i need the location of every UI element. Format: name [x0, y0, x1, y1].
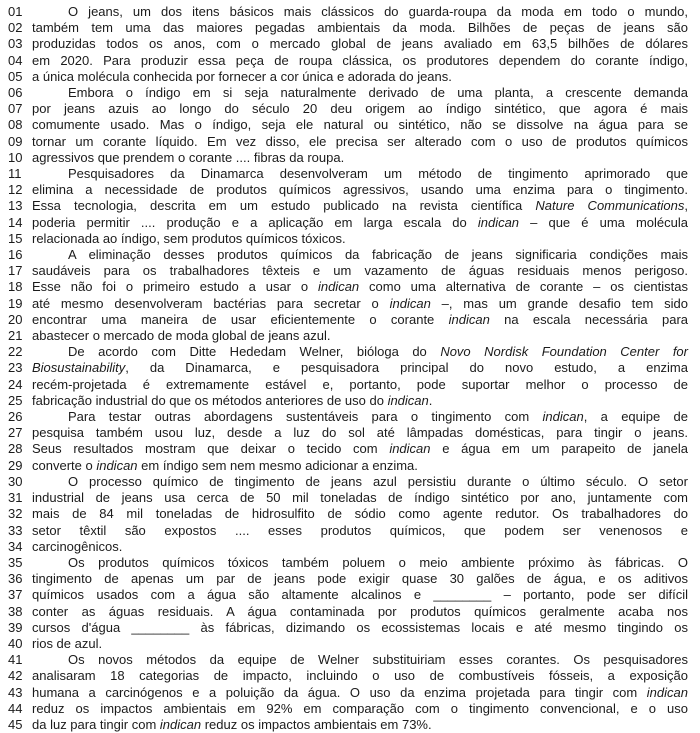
line-text: mais de 84 mil toneladas de hidrosulfito de sódio como agente redutor. Os trabalhadores do — [32, 506, 688, 522]
line-number: 21 — [8, 328, 23, 344]
line-number: 10 — [8, 149, 23, 165]
line-number: 14 — [8, 214, 23, 230]
line-number: 45 — [8, 716, 23, 732]
text-line — [8, 328, 688, 344]
line-number: 39 — [8, 619, 23, 635]
text-line — [8, 685, 688, 701]
line-text: Esse não foi o primeiro estudo a usar o indican como uma alternativa de corante – os cientistas — [32, 279, 688, 295]
line-text: poderia permitir .... produção e a aplicação em larga escala do indican – que é uma molécula — [32, 214, 689, 230]
line-number: 06 — [8, 85, 23, 101]
text-line — [8, 101, 688, 117]
text-line — [8, 620, 688, 636]
text-line — [8, 701, 688, 717]
line-number: 44 — [8, 700, 23, 716]
text-line — [8, 263, 688, 279]
text-line — [8, 117, 688, 133]
line-number: 31 — [8, 490, 23, 506]
text-line — [8, 231, 688, 247]
line-number: 11 — [8, 166, 22, 182]
line-text: da luz para tingir com indican reduz os impactos ambientais em 73%. — [32, 716, 432, 732]
text-line — [8, 490, 688, 506]
line-text: até mesmo desenvolveram bactérias para secretar o indican –, mas um grande desafio tem sido — [32, 295, 688, 311]
text-line — [8, 409, 688, 425]
text-line — [8, 344, 688, 360]
text-line — [8, 150, 688, 166]
line-text: a única molécula conhecida por fornecer a cor única e adorada do jeans. — [32, 68, 452, 84]
line-text: abastecer o mercado de moda global de jeans azul. — [32, 328, 331, 344]
line-number: 09 — [8, 133, 23, 149]
text-line — [8, 393, 688, 409]
line-number: 04 — [8, 52, 23, 68]
line-number: 41 — [8, 652, 23, 668]
line-text: químicos usados com a água são altamente alcalinos e ________ – portanto, pode ser difícil — [32, 587, 688, 603]
line-text: comumente usado. Mas o índigo, seja ele natural ou sintético, não se dissolve na água para se — [32, 117, 688, 133]
text-line — [8, 247, 688, 263]
text-line — [8, 571, 688, 587]
text-line — [8, 377, 688, 393]
line-number: 32 — [8, 506, 23, 522]
line-number: 42 — [8, 668, 23, 684]
text-line — [8, 69, 688, 85]
line-number: 22 — [8, 344, 23, 360]
text-line — [8, 604, 688, 620]
line-number: 38 — [8, 603, 23, 619]
line-text: fabricação industrial do que os métodos anteriores de uso do indican. — [32, 392, 433, 408]
line-text: carcinogênicos. — [32, 538, 123, 554]
line-number: 43 — [8, 684, 23, 700]
text-line — [8, 441, 688, 457]
text-line — [8, 523, 688, 539]
text-line — [8, 668, 688, 684]
line-number: 25 — [8, 392, 23, 408]
line-text: conter as águas residuais. A água contaminada por produtos químicos geralmente acaba nos — [32, 603, 688, 619]
text-line — [8, 652, 688, 668]
line-text: converte o indican em índigo sem nem mesmo adicionar a enzima. — [32, 457, 418, 473]
line-text: A eliminação desses produtos químicos da fabricação de jeans significaria condições mais — [68, 247, 688, 263]
line-text: tornar um corante líquido. Em vez disso, ele precisa ser alterado com o uso de produtos químicos — [32, 133, 688, 149]
text-line — [8, 166, 688, 182]
line-number: 05 — [8, 68, 23, 84]
line-text: elimina a necessidade de produtos químicos agressivos, usando uma enzima para o tingimento. — [32, 182, 688, 198]
text-line — [8, 279, 688, 295]
line-number: 17 — [8, 263, 23, 279]
text-line — [8, 425, 688, 441]
line-text: por jeans azuis ao longo do século 20 deu origem ao índigo sintético, que agora é mais — [32, 101, 688, 117]
line-number: 33 — [8, 522, 23, 538]
text-line — [8, 20, 688, 36]
line-text: Pesquisadores da Dinamarca desenvolveram um método de tingimento aprimorado que — [68, 166, 688, 182]
line-number: 19 — [8, 295, 23, 311]
line-number: 15 — [8, 230, 23, 246]
line-text: Seus resultados mostram que deixar o tecido com indican e água em um parapeito de janela — [32, 441, 689, 457]
line-text: encontrar uma maneira de usar eficientemente o corante indican na escala necessária para — [32, 311, 689, 327]
line-number: 13 — [8, 198, 23, 214]
line-number: 40 — [8, 635, 23, 651]
line-text: De acordo com Ditte Hededam Welner, bióloga do Novo Nordisk Foundation Center for — [68, 344, 688, 360]
line-text: setor têxtil são expostos .... esses produtos químicos, que podem ser venenosos e — [32, 522, 688, 538]
line-number: 23 — [8, 360, 23, 376]
line-text: Os novos métodos da equipe de Welner substituiriam esses corantes. Os pesquisadores — [68, 652, 688, 668]
line-text: industrial de jeans usa cerca de 50 mil toneladas de índigo sintético por ano, juntamente com — [32, 490, 688, 506]
text-body — [8, 4, 688, 733]
line-text: relacionada ao índigo, sem produtos químicos tóxicos. — [32, 230, 346, 246]
text-line — [8, 587, 688, 603]
text-line — [8, 506, 688, 522]
line-number: 01 — [8, 4, 23, 19]
line-number: 07 — [8, 101, 23, 117]
text-line — [8, 717, 688, 733]
line-number: 20 — [8, 311, 23, 327]
line-number: 02 — [8, 20, 23, 36]
text-line — [8, 182, 688, 198]
line-text: O jeans, um dos itens básicos mais clássicos do guarda-roupa da moda em todo o mundo, — [68, 4, 688, 19]
line-text: pesquisa também usou luz, desde a luz do sol até lâmpadas domésticas, para tingir o jeans. — [32, 425, 688, 441]
line-number: 36 — [8, 571, 23, 587]
line-text: Os produtos químicos tóxicos também poluem o meio ambiente próximo às fábricas. O — [68, 554, 688, 570]
line-number: 03 — [8, 36, 23, 52]
line-text: agressivos que prendem o corante .... fibras da roupa. — [32, 149, 345, 165]
text-line — [8, 296, 688, 312]
text-line — [8, 539, 688, 555]
text-line — [8, 312, 688, 328]
text-line — [8, 215, 688, 231]
text-line — [8, 85, 688, 101]
line-text: Essa tecnologia, descrita em um estudo publicado na revista científica Nature Communications, — [32, 198, 688, 214]
line-number: 18 — [8, 279, 23, 295]
text-line — [8, 458, 688, 474]
text-line — [8, 474, 688, 490]
text-line — [8, 134, 688, 150]
line-text: em 2020. Para produzir essa peça de roupa clássica, os produtores dependem do corante índigo, — [32, 52, 688, 68]
line-number: 28 — [8, 441, 23, 457]
line-text: saudáveis para os trabalhadores têxteis e um vazamento de águas residuais menos perigoso. — [32, 263, 688, 279]
line-number: 29 — [8, 457, 23, 473]
line-number: 37 — [8, 587, 23, 603]
line-text: humana a carcinógenos e a poluição da água. O uso da enzima projetada para tingir com indican — [32, 684, 688, 700]
line-number: 08 — [8, 117, 23, 133]
line-text: rios de azul. — [32, 635, 103, 651]
line-text: analisaram 18 categorias de impacto, incluindo o uso de combustíveis fósseis, a exposição — [32, 668, 688, 684]
line-number: 12 — [8, 182, 23, 198]
line-text: reduz os impactos ambientais em 92% em comparação com o tingimento convencional, e o uso — [32, 700, 688, 716]
line-text: recém-projetada é extremamente estável e, portanto, pode suportar melhor o processo de — [32, 376, 688, 392]
line-text: Para testar outras abordagens sustentáveis para o tingimento com indican, a equipe de — [68, 409, 688, 425]
text-line — [8, 53, 688, 69]
line-text: Embora o índigo em si seja naturalmente derivado de uma planta, a crescente demanda — [68, 85, 688, 101]
line-number: 26 — [8, 409, 23, 425]
line-text: Biosustainability, da Dinamarca, e pesquisadora principal do novo estudo, a enzima — [32, 360, 688, 376]
line-number: 30 — [8, 473, 23, 489]
text-line — [8, 555, 688, 571]
line-number: 24 — [8, 376, 23, 392]
line-text: O processo químico de tingimento de jeans azul persistiu durante o último século. O setor — [68, 473, 688, 489]
text-line — [8, 198, 688, 214]
text-line — [8, 360, 688, 376]
text-line — [8, 4, 688, 20]
line-text: produzidas todos os anos, com o mercado global de jeans avaliado em 63,5 bilhões de dólares — [32, 36, 688, 52]
line-text: também tem uma das maiores pegadas ambientais da moda. Bilhões de peças de jeans são — [32, 20, 688, 36]
line-text: tingimento de apenas um par de jeans pode exigir quase 30 galões de água, e os aditivos — [32, 571, 688, 587]
line-number: 27 — [8, 425, 23, 441]
line-number: 35 — [8, 554, 23, 570]
text-line — [8, 636, 688, 652]
line-number: 34 — [8, 538, 23, 554]
line-text: cursos d'água ________ às fábricas, dizimando os ecossistemas locais e até mesmo tingindo os — [32, 619, 688, 635]
text-line — [8, 36, 688, 52]
line-number: 16 — [8, 247, 23, 263]
